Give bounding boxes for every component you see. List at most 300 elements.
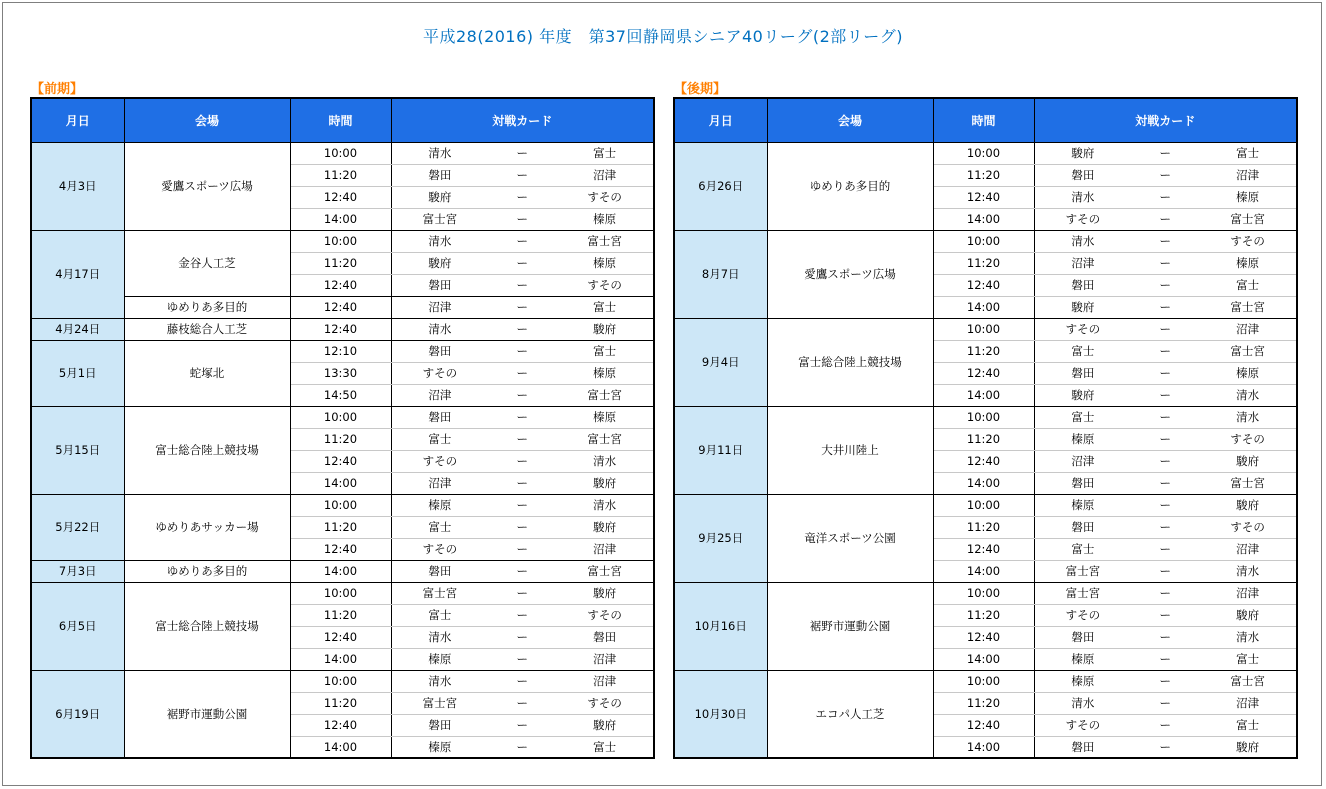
vs-mark: ー [516, 718, 528, 732]
match-card [1035, 671, 1297, 692]
vs-mark: ー [516, 256, 528, 270]
time-cell: 11:20 [290, 252, 391, 274]
vs-mark: ー [1159, 190, 1171, 204]
header-venue: 会場 [124, 98, 290, 142]
table-row [31, 230, 654, 252]
home-team: すその [1065, 718, 1101, 732]
match-card [392, 341, 654, 362]
first-half-body [31, 142, 654, 758]
home-team: 富士宮 [422, 586, 458, 600]
match-card [392, 737, 654, 758]
away-team: すその [587, 696, 622, 710]
time-cell: 12:40 [290, 318, 391, 340]
away-team: 清水 [1236, 410, 1260, 424]
away-team: すその [1230, 520, 1265, 534]
match-card [1035, 517, 1297, 538]
date-cell: 7月3日 [31, 560, 124, 582]
away-team: 沼津 [1236, 322, 1260, 336]
table-row [674, 406, 1297, 428]
match-cell [1034, 252, 1297, 274]
away-team: 駿府 [593, 520, 617, 534]
first-half-label: 【前期】 [31, 82, 84, 97]
away-team: 駿府 [1236, 454, 1260, 468]
vs-mark: ー [1159, 652, 1171, 666]
match-card [392, 385, 654, 406]
match-card [1035, 715, 1297, 736]
time-cell: 14:00 [933, 208, 1034, 230]
away-team: 富士 [593, 739, 617, 754]
away-team: 駿府 [593, 476, 617, 490]
header-match: 対戦カード [1034, 98, 1297, 142]
date-cell: 10月30日 [674, 670, 767, 758]
vs-mark: ー [516, 366, 528, 380]
vs-mark: ー [516, 564, 528, 578]
home-team: 磐田 [428, 278, 452, 292]
match-cell [391, 186, 654, 208]
home-team: 磐田 [1071, 366, 1095, 380]
vs-mark: ー [1159, 542, 1171, 556]
home-team: 磐田 [428, 344, 452, 358]
vs-mark: ー [516, 542, 528, 556]
match-card [1035, 495, 1297, 516]
table-row [31, 582, 654, 604]
match-cell [391, 362, 654, 384]
time-cell: 10:00 [290, 406, 391, 428]
match-card [1035, 429, 1297, 450]
vs-mark: ー [516, 739, 528, 754]
match-cell [1034, 494, 1297, 516]
venue-cell: ゆめりあ多目的 [124, 560, 290, 582]
vs-mark: ー [1159, 630, 1171, 644]
page-title: 平成28(2016) 年度 第37回静岡県シニア40リーグ(2部リーグ) [422, 27, 904, 46]
away-team: 駿府 [1236, 498, 1260, 512]
vs-mark: ー [1159, 278, 1171, 292]
away-team: 富士 [1236, 146, 1260, 160]
home-team: すその [1065, 212, 1101, 226]
header-row [31, 98, 654, 142]
match-cell [391, 648, 654, 670]
home-team: 榛原 [1071, 432, 1095, 446]
table-row [674, 230, 1297, 252]
venue-cell: 愛鷹スポーツ広場 [124, 142, 290, 230]
time-cell: 13:30 [290, 362, 391, 384]
venue-cell: 富士総合陸上競技場 [767, 318, 933, 406]
home-team: 富士 [428, 608, 452, 622]
home-team: 磐田 [1071, 168, 1095, 182]
match-cell [391, 626, 654, 648]
away-team: 富士 [1236, 718, 1260, 732]
match-card [392, 407, 654, 428]
match-card [392, 561, 654, 582]
away-team: すその [587, 190, 622, 204]
vs-mark: ー [516, 476, 528, 490]
match-cell [1034, 604, 1297, 626]
match-card [392, 583, 654, 604]
time-cell: 12:10 [290, 340, 391, 362]
home-team: 富士 [1071, 542, 1095, 556]
home-team: 磐田 [1071, 630, 1095, 644]
venue-cell: 竜洋スポーツ公園 [767, 494, 933, 582]
match-card [392, 649, 654, 670]
table-row [674, 318, 1297, 340]
match-cell [1034, 296, 1297, 318]
away-team: 榛原 [593, 256, 617, 270]
match-card [392, 297, 654, 318]
time-cell: 10:00 [290, 142, 391, 164]
match-cell [1034, 648, 1297, 670]
match-cell [1034, 626, 1297, 648]
vs-mark: ー [516, 432, 528, 446]
home-team: 駿府 [428, 256, 452, 270]
table-row [674, 582, 1297, 604]
match-cell [391, 472, 654, 494]
time-cell: 11:20 [933, 604, 1034, 626]
vs-mark: ー [516, 344, 528, 358]
match-card [392, 451, 654, 472]
home-team: 榛原 [1071, 674, 1095, 688]
header-row [674, 98, 1297, 142]
away-team: すその [587, 608, 622, 622]
away-team: 沼津 [1236, 696, 1260, 710]
match-cell [1034, 230, 1297, 252]
away-team: 清水 [593, 498, 617, 512]
time-cell: 12:40 [290, 538, 391, 560]
vs-mark: ー [1159, 564, 1171, 578]
away-team: 榛原 [1236, 256, 1260, 270]
match-card [392, 143, 654, 164]
match-cell [1034, 384, 1297, 406]
home-team: 榛原 [428, 652, 452, 666]
date-cell: 9月11日 [674, 406, 767, 494]
time-cell: 14:00 [933, 560, 1034, 582]
header-date: 月日 [674, 98, 767, 142]
match-cell [391, 230, 654, 252]
match-card [1035, 187, 1297, 208]
home-team: 清水 [1071, 234, 1095, 248]
away-team: 駿府 [593, 322, 617, 336]
table-row [31, 560, 654, 582]
date-cell: 10月16日 [674, 582, 767, 670]
time-cell: 12:40 [290, 186, 391, 208]
match-card [1035, 275, 1297, 296]
match-cell [1034, 142, 1297, 164]
vs-mark: ー [1159, 586, 1171, 600]
match-cell [391, 516, 654, 538]
match-card [1035, 319, 1297, 340]
date-cell: 5月15日 [31, 406, 124, 494]
time-cell: 12:40 [933, 274, 1034, 296]
vs-mark: ー [516, 234, 528, 248]
time-cell: 10:00 [933, 142, 1034, 164]
home-team: 富士宮 [422, 212, 458, 226]
match-cell [391, 494, 654, 516]
away-team: 沼津 [1236, 542, 1260, 556]
home-team: 清水 [428, 146, 452, 160]
home-team: 沼津 [428, 300, 452, 314]
match-cell [391, 670, 654, 692]
match-card [1035, 561, 1297, 582]
away-team: 榛原 [593, 366, 617, 380]
vs-mark: ー [1159, 454, 1171, 468]
venue-cell: 裾野市運動公園 [767, 582, 933, 670]
second-half-body [674, 142, 1297, 758]
away-team: 富士宮 [1230, 212, 1265, 226]
match-card [1035, 451, 1297, 472]
away-team: 富士 [593, 300, 617, 314]
away-team: 富士 [1236, 278, 1260, 292]
vs-mark: ー [516, 322, 528, 336]
away-team: 富士宮 [1230, 476, 1265, 490]
time-cell: 14:00 [933, 384, 1034, 406]
time-cell: 14:00 [933, 296, 1034, 318]
home-team: 磐田 [1071, 278, 1095, 292]
time-cell: 14:00 [933, 736, 1034, 758]
away-team: 駿府 [1236, 739, 1260, 754]
away-team: 富士宮 [1230, 344, 1265, 358]
home-team: 沼津 [428, 388, 452, 402]
date-cell: 4月3日 [31, 142, 124, 230]
home-team: 駿府 [1071, 146, 1095, 160]
vs-mark: ー [1159, 696, 1171, 710]
vs-mark: ー [516, 190, 528, 204]
match-card [392, 187, 654, 208]
vs-mark: ー [516, 498, 528, 512]
away-team: 清水 [1236, 388, 1260, 402]
vs-mark: ー [516, 410, 528, 424]
second-half-label: 【後期】 [674, 82, 727, 97]
venue-cell: 富士総合陸上競技場 [124, 406, 290, 494]
away-team: 沼津 [1236, 586, 1260, 600]
header-time: 時間 [933, 98, 1034, 142]
date-cell: 4月24日 [31, 318, 124, 340]
match-cell [1034, 582, 1297, 604]
match-cell [391, 340, 654, 362]
venue-cell: 裾野市運動公園 [124, 670, 290, 758]
venue-cell: 愛鷹スポーツ広場 [767, 230, 933, 318]
away-team: 富士宮 [587, 234, 622, 248]
date-cell: 9月25日 [674, 494, 767, 582]
vs-mark: ー [1159, 388, 1171, 402]
home-team: 榛原 [1071, 652, 1095, 666]
away-team: 沼津 [593, 542, 617, 556]
time-cell: 14:00 [290, 648, 391, 670]
away-team: 富士宮 [1230, 674, 1265, 688]
vs-mark: ー [516, 652, 528, 666]
home-team: 清水 [428, 630, 452, 644]
home-team: 磐田 [428, 168, 452, 182]
home-team: 富士宮 [1065, 564, 1101, 578]
vs-mark: ー [1159, 344, 1171, 358]
away-team: 富士 [593, 344, 617, 358]
date-cell: 6月5日 [31, 582, 124, 670]
away-team: 駿府 [1236, 608, 1260, 622]
match-card [392, 363, 654, 384]
away-team: 榛原 [1236, 366, 1260, 380]
vs-mark: ー [516, 674, 528, 688]
home-team: すその [422, 366, 458, 380]
home-team: 磐田 [428, 718, 452, 732]
time-cell: 10:00 [933, 494, 1034, 516]
time-cell: 12:40 [290, 450, 391, 472]
time-cell: 14:50 [290, 384, 391, 406]
vs-mark: ー [1159, 366, 1171, 380]
time-cell: 11:20 [933, 164, 1034, 186]
match-cell [1034, 692, 1297, 714]
home-team: 磐田 [428, 410, 452, 424]
match-card [392, 627, 654, 648]
match-card [392, 275, 654, 296]
vs-mark: ー [1159, 718, 1171, 732]
time-cell: 14:00 [933, 648, 1034, 670]
match-cell [1034, 714, 1297, 736]
away-team: 沼津 [1236, 168, 1260, 182]
home-team: 磐田 [428, 564, 452, 578]
home-team: 磐田 [1071, 739, 1095, 754]
venue-cell: 大井川陸上 [767, 406, 933, 494]
time-cell: 11:20 [933, 252, 1034, 274]
match-card [392, 693, 654, 714]
table-row [674, 670, 1297, 692]
home-team: 駿府 [1071, 300, 1095, 314]
vs-mark: ー [516, 630, 528, 644]
table-row [31, 142, 654, 164]
match-card [1035, 165, 1297, 186]
time-cell: 11:20 [290, 604, 391, 626]
match-cell [391, 296, 654, 318]
time-cell: 11:20 [933, 340, 1034, 362]
home-team: 磐田 [1071, 476, 1095, 490]
date-cell: 9月4日 [674, 318, 767, 406]
match-card [392, 253, 654, 274]
time-cell: 10:00 [290, 230, 391, 252]
match-card [1035, 605, 1297, 626]
venue-cell: 富士総合陸上競技場 [124, 582, 290, 670]
vs-mark: ー [516, 278, 528, 292]
time-cell: 12:40 [290, 274, 391, 296]
home-team: 沼津 [1071, 454, 1095, 468]
match-card [1035, 143, 1297, 164]
time-cell: 11:20 [933, 692, 1034, 714]
match-card [1035, 341, 1297, 362]
away-team: 富士宮 [1230, 300, 1265, 314]
match-cell [1034, 472, 1297, 494]
match-cell [391, 208, 654, 230]
home-team: 富士 [428, 520, 452, 534]
away-team: 富士宮 [587, 564, 622, 578]
home-team: すその [422, 542, 458, 556]
match-card [1035, 363, 1297, 384]
header-time: 時間 [290, 98, 391, 142]
second-half-table [673, 97, 1298, 759]
home-team: 清水 [428, 674, 452, 688]
away-team: 富士 [1236, 652, 1260, 666]
home-team: すその [422, 454, 458, 468]
away-team: 沼津 [593, 168, 617, 182]
match-card [392, 715, 654, 736]
match-cell [1034, 406, 1297, 428]
vs-mark: ー [516, 454, 528, 468]
away-team: 富士宮 [587, 388, 622, 402]
table-row [31, 340, 654, 362]
time-cell: 12:40 [290, 626, 391, 648]
time-cell: 14:00 [290, 208, 391, 230]
first-half-table [30, 97, 655, 759]
time-cell: 12:40 [933, 362, 1034, 384]
home-team: 富士宮 [422, 696, 458, 710]
time-cell: 10:00 [290, 670, 391, 692]
time-cell: 10:00 [290, 494, 391, 516]
match-cell [391, 450, 654, 472]
match-card [392, 539, 654, 560]
away-team: 清水 [1236, 564, 1260, 578]
match-card [392, 473, 654, 494]
match-cell [1034, 274, 1297, 296]
vs-mark: ー [516, 146, 528, 160]
away-team: すその [1230, 234, 1265, 248]
venue-cell: ゆめりあサッカー場 [124, 494, 290, 560]
table-row [31, 406, 654, 428]
match-cell [391, 252, 654, 274]
venue-cell: エコパ人工芝 [767, 670, 933, 758]
match-cell [1034, 670, 1297, 692]
time-cell: 11:20 [290, 428, 391, 450]
time-cell: 12:40 [933, 450, 1034, 472]
vs-mark: ー [1159, 410, 1171, 424]
vs-mark: ー [516, 586, 528, 600]
match-cell [1034, 362, 1297, 384]
away-team: 榛原 [593, 212, 617, 226]
home-team: 榛原 [428, 498, 452, 512]
time-cell: 10:00 [933, 670, 1034, 692]
match-cell [1034, 450, 1297, 472]
match-cell [1034, 164, 1297, 186]
match-cell [391, 164, 654, 186]
match-cell [391, 318, 654, 340]
match-cell [391, 604, 654, 626]
home-team: 沼津 [1071, 256, 1095, 270]
match-cell [391, 384, 654, 406]
match-cell [391, 142, 654, 164]
match-cell [391, 582, 654, 604]
time-cell: 10:00 [933, 406, 1034, 428]
away-team: 榛原 [593, 410, 617, 424]
time-cell: 12:40 [933, 538, 1034, 560]
vs-mark: ー [1159, 432, 1171, 446]
vs-mark: ー [1159, 234, 1171, 248]
vs-mark: ー [1159, 674, 1171, 688]
match-card [1035, 253, 1297, 274]
match-cell [1034, 340, 1297, 362]
match-card [1035, 231, 1297, 252]
match-card [1035, 473, 1297, 494]
match-card [1035, 539, 1297, 560]
match-cell [391, 538, 654, 560]
match-card [1035, 627, 1297, 648]
table-row [31, 296, 654, 318]
table-row [31, 318, 654, 340]
table-row [31, 670, 654, 692]
vs-mark: ー [1159, 739, 1171, 754]
match-cell [1034, 736, 1297, 758]
match-card [1035, 385, 1297, 406]
header-date: 月日 [31, 98, 124, 142]
match-cell [391, 406, 654, 428]
venue-cell: 藤枝総合人工芝 [124, 318, 290, 340]
home-team: 富士 [1071, 344, 1095, 358]
away-team: 駿府 [593, 586, 617, 600]
match-cell [391, 736, 654, 758]
match-cell [391, 714, 654, 736]
